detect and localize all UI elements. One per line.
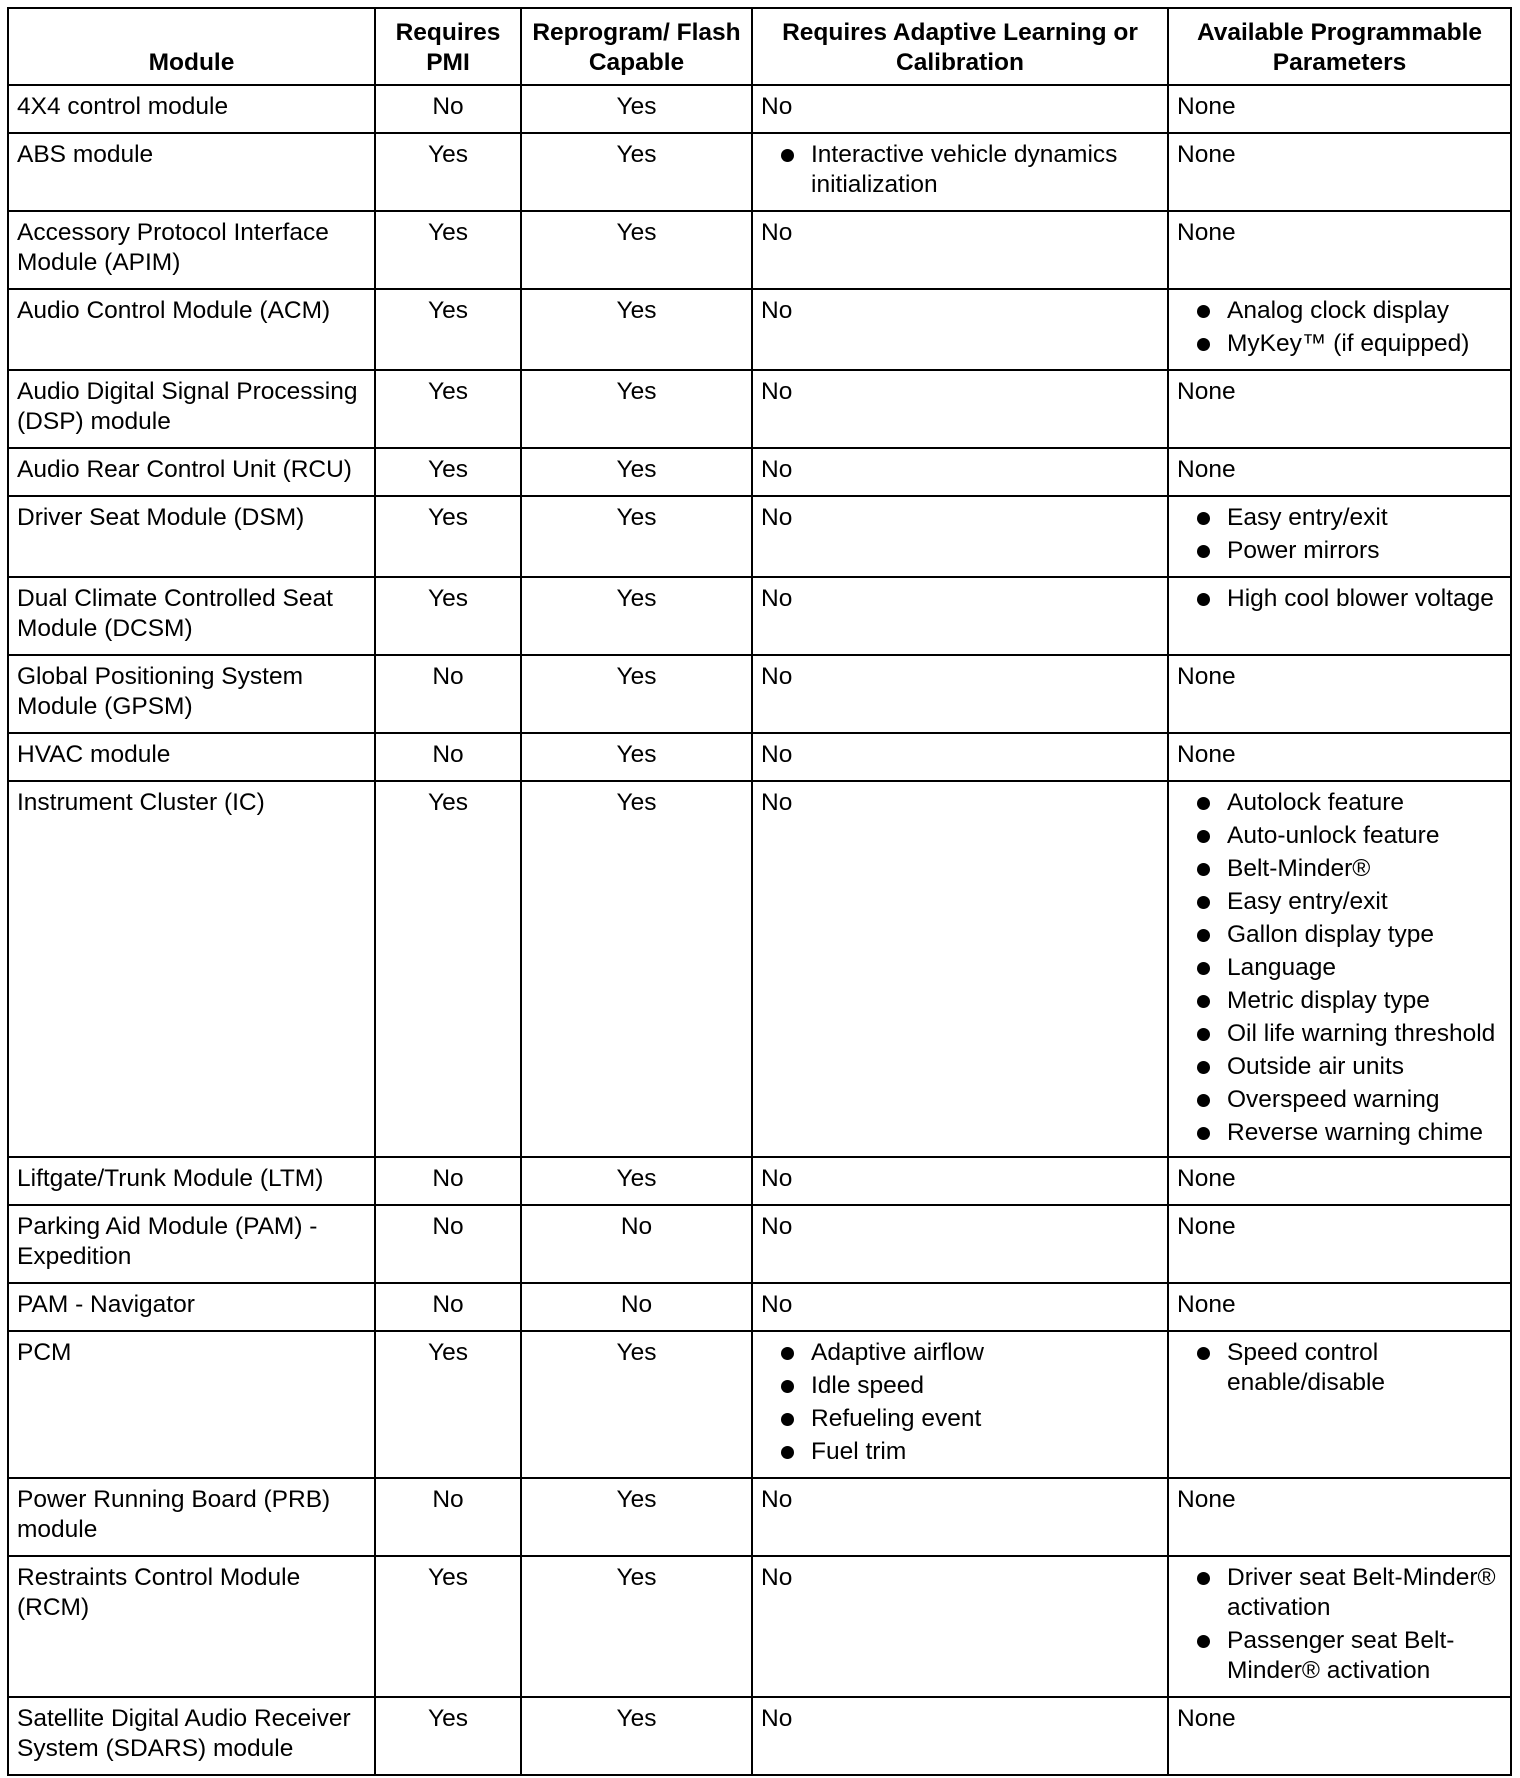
module-cell: Satellite Digital Audio Receiver System (SDARS) module bbox=[8, 1697, 375, 1775]
bullet-item: Easy entry/exit bbox=[1177, 503, 1502, 533]
table-row bbox=[8, 1283, 1511, 1331]
flash-capable-cell: Yes bbox=[521, 496, 752, 577]
module-cell: Liftgate/Trunk Module (LTM) bbox=[8, 1157, 375, 1205]
module-cell: Restraints Control Module (RCM) bbox=[8, 1556, 375, 1697]
table-row bbox=[8, 211, 1511, 289]
bullet-item: Analog clock display bbox=[1177, 296, 1502, 326]
flash-capable-cell: Yes bbox=[521, 781, 752, 1157]
bullet-item: Refueling event bbox=[761, 1404, 1159, 1434]
module-cell: Instrument Cluster (IC) bbox=[8, 781, 375, 1157]
table-row bbox=[8, 781, 1511, 1157]
adaptive-learning-cell: No bbox=[752, 1556, 1168, 1697]
adaptive-learning-cell: No bbox=[752, 1157, 1168, 1205]
flash-capable-cell: No bbox=[521, 1205, 752, 1283]
programmable-parameters-cell: None bbox=[1168, 1157, 1511, 1205]
header-requires-pmi: Requires PMI bbox=[375, 8, 521, 85]
table-row bbox=[8, 1331, 1511, 1478]
header-reprogram-flash: Reprogram/ Flash Capable bbox=[521, 8, 752, 85]
module-cell: Power Running Board (PRB) module bbox=[8, 1478, 375, 1556]
bullet-item: Power mirrors bbox=[1177, 536, 1502, 566]
table-row bbox=[8, 1157, 1511, 1205]
module-cell: Dual Climate Controlled Seat Module (DCSM) bbox=[8, 577, 375, 655]
bullet-list bbox=[761, 140, 1159, 200]
bullet-item: Oil life warning threshold bbox=[1177, 1019, 1502, 1049]
bullet-item: MyKey™ (if equipped) bbox=[1177, 329, 1502, 359]
adaptive-learning-cell: No bbox=[752, 781, 1168, 1157]
requires-pmi-cell: No bbox=[375, 1283, 521, 1331]
flash-capable-cell: Yes bbox=[521, 133, 752, 211]
bullet-list bbox=[1177, 503, 1502, 566]
programmable-parameters-cell: None bbox=[1168, 1205, 1511, 1283]
adaptive-learning-cell: No bbox=[752, 733, 1168, 781]
adaptive-learning-cell: No bbox=[752, 1283, 1168, 1331]
flash-capable-cell: Yes bbox=[521, 1157, 752, 1205]
bullet-item: Passenger seat Belt-Minder® activation bbox=[1177, 1626, 1502, 1686]
adaptive-learning-cell: No bbox=[752, 496, 1168, 577]
flash-capable-cell: Yes bbox=[521, 655, 752, 733]
table-row bbox=[8, 85, 1511, 133]
bullet-item: Speed control enable/disable bbox=[1177, 1338, 1502, 1398]
adaptive-learning-cell bbox=[752, 133, 1168, 211]
adaptive-learning-cell: No bbox=[752, 289, 1168, 370]
adaptive-learning-cell: No bbox=[752, 577, 1168, 655]
bullet-list bbox=[1177, 1338, 1502, 1398]
requires-pmi-cell: No bbox=[375, 1478, 521, 1556]
table-row bbox=[8, 655, 1511, 733]
programmable-parameters-cell: None bbox=[1168, 655, 1511, 733]
flash-capable-cell: Yes bbox=[521, 577, 752, 655]
adaptive-learning-cell: No bbox=[752, 1205, 1168, 1283]
bullet-item: Idle speed bbox=[761, 1371, 1159, 1401]
adaptive-learning-cell: No bbox=[752, 85, 1168, 133]
bullet-item: Driver seat Belt-Minder® activation bbox=[1177, 1563, 1502, 1623]
requires-pmi-cell: Yes bbox=[375, 370, 521, 448]
flash-capable-cell: Yes bbox=[521, 370, 752, 448]
bullet-item: Gallon display type bbox=[1177, 920, 1502, 950]
bullet-list bbox=[1177, 296, 1502, 359]
requires-pmi-cell: Yes bbox=[375, 289, 521, 370]
flash-capable-cell: No bbox=[521, 1283, 752, 1331]
header-adaptive-learning: Requires Adaptive Learning or Calibration bbox=[752, 8, 1168, 85]
bullet-item: Adaptive airflow bbox=[761, 1338, 1159, 1368]
bullet-item: Language bbox=[1177, 953, 1502, 983]
adaptive-learning-cell: No bbox=[752, 1478, 1168, 1556]
flash-capable-cell: Yes bbox=[521, 1556, 752, 1697]
flash-capable-cell: Yes bbox=[521, 733, 752, 781]
programmable-parameters-cell: None bbox=[1168, 1283, 1511, 1331]
bullet-item: Autolock feature bbox=[1177, 788, 1502, 818]
adaptive-learning-cell bbox=[752, 1331, 1168, 1478]
module-cell: PAM - Navigator bbox=[8, 1283, 375, 1331]
flash-capable-cell: Yes bbox=[521, 1331, 752, 1478]
requires-pmi-cell: No bbox=[375, 655, 521, 733]
programmable-parameters-cell bbox=[1168, 1331, 1511, 1478]
requires-pmi-cell: Yes bbox=[375, 211, 521, 289]
header-row bbox=[8, 8, 1511, 85]
programmable-parameters-cell: None bbox=[1168, 448, 1511, 496]
requires-pmi-cell: No bbox=[375, 1205, 521, 1283]
bullet-item: Outside air units bbox=[1177, 1052, 1502, 1082]
bullet-item: Overspeed warning bbox=[1177, 1085, 1502, 1115]
adaptive-learning-cell: No bbox=[752, 448, 1168, 496]
programmable-parameters-cell: None bbox=[1168, 1478, 1511, 1556]
module-cell: Audio Control Module (ACM) bbox=[8, 289, 375, 370]
bullet-list bbox=[761, 1338, 1159, 1467]
adaptive-learning-cell: No bbox=[752, 655, 1168, 733]
table-row bbox=[8, 1478, 1511, 1556]
programmable-parameters-cell: None bbox=[1168, 733, 1511, 781]
requires-pmi-cell: Yes bbox=[375, 1697, 521, 1775]
programmable-parameters-cell bbox=[1168, 1556, 1511, 1697]
requires-pmi-cell: Yes bbox=[375, 496, 521, 577]
requires-pmi-cell: Yes bbox=[375, 577, 521, 655]
flash-capable-cell: Yes bbox=[521, 1478, 752, 1556]
module-cell: PCM bbox=[8, 1331, 375, 1478]
bullet-list bbox=[1177, 584, 1502, 614]
flash-capable-cell: Yes bbox=[521, 448, 752, 496]
bullet-item: High cool blower voltage bbox=[1177, 584, 1502, 614]
table-row bbox=[8, 1697, 1511, 1775]
requires-pmi-cell: Yes bbox=[375, 133, 521, 211]
requires-pmi-cell: Yes bbox=[375, 1556, 521, 1697]
module-cell: Parking Aid Module (PAM) - Expedition bbox=[8, 1205, 375, 1283]
flash-capable-cell: Yes bbox=[521, 211, 752, 289]
programmable-parameters-cell: None bbox=[1168, 133, 1511, 211]
header-module: Module bbox=[8, 8, 375, 85]
module-cell: Audio Rear Control Unit (RCU) bbox=[8, 448, 375, 496]
module-cell: HVAC module bbox=[8, 733, 375, 781]
requires-pmi-cell: Yes bbox=[375, 448, 521, 496]
bullet-item: Belt-Minder® bbox=[1177, 854, 1502, 884]
module-cell: Accessory Protocol Interface Module (APIM) bbox=[8, 211, 375, 289]
adaptive-learning-cell: No bbox=[752, 370, 1168, 448]
module-cell: Driver Seat Module (DSM) bbox=[8, 496, 375, 577]
bullet-item: Interactive vehicle dynamics initialization bbox=[761, 140, 1159, 200]
flash-capable-cell: Yes bbox=[521, 1697, 752, 1775]
programmable-parameters-cell bbox=[1168, 781, 1511, 1157]
module-cell: ABS module bbox=[8, 133, 375, 211]
adaptive-learning-cell: No bbox=[752, 211, 1168, 289]
programmable-parameters-cell bbox=[1168, 496, 1511, 577]
module-cell: Global Positioning System Module (GPSM) bbox=[8, 655, 375, 733]
table-row bbox=[8, 496, 1511, 577]
requires-pmi-cell: Yes bbox=[375, 1331, 521, 1478]
programmable-parameters-cell: None bbox=[1168, 211, 1511, 289]
bullet-item: Easy entry/exit bbox=[1177, 887, 1502, 917]
table-row bbox=[8, 1205, 1511, 1283]
bullet-list bbox=[1177, 788, 1502, 1148]
bullet-item: Metric display type bbox=[1177, 986, 1502, 1016]
programmable-parameters-cell bbox=[1168, 289, 1511, 370]
module-programming-table bbox=[7, 7, 1512, 1776]
adaptive-learning-cell: No bbox=[752, 1697, 1168, 1775]
header-programmable-parameters: Available Programmable Parameters bbox=[1168, 8, 1511, 85]
flash-capable-cell: Yes bbox=[521, 85, 752, 133]
table-row bbox=[8, 577, 1511, 655]
table-row bbox=[8, 133, 1511, 211]
table-row bbox=[8, 370, 1511, 448]
bullet-item: Reverse warning chime bbox=[1177, 1118, 1502, 1148]
table-row bbox=[8, 733, 1511, 781]
flash-capable-cell: Yes bbox=[521, 289, 752, 370]
bullet-item: Auto-unlock feature bbox=[1177, 821, 1502, 851]
programmable-parameters-cell bbox=[1168, 577, 1511, 655]
requires-pmi-cell: No bbox=[375, 733, 521, 781]
programmable-parameters-cell: None bbox=[1168, 85, 1511, 133]
bullet-list bbox=[1177, 1563, 1502, 1686]
programmable-parameters-cell: None bbox=[1168, 370, 1511, 448]
requires-pmi-cell: No bbox=[375, 1157, 521, 1205]
requires-pmi-cell: No bbox=[375, 85, 521, 133]
bullet-item: Fuel trim bbox=[761, 1437, 1159, 1467]
requires-pmi-cell: Yes bbox=[375, 781, 521, 1157]
table-row bbox=[8, 289, 1511, 370]
table-row bbox=[8, 1556, 1511, 1697]
module-cell: 4X4 control module bbox=[8, 85, 375, 133]
programmable-parameters-cell: None bbox=[1168, 1697, 1511, 1775]
table-row bbox=[8, 448, 1511, 496]
module-cell: Audio Digital Signal Processing (DSP) module bbox=[8, 370, 375, 448]
